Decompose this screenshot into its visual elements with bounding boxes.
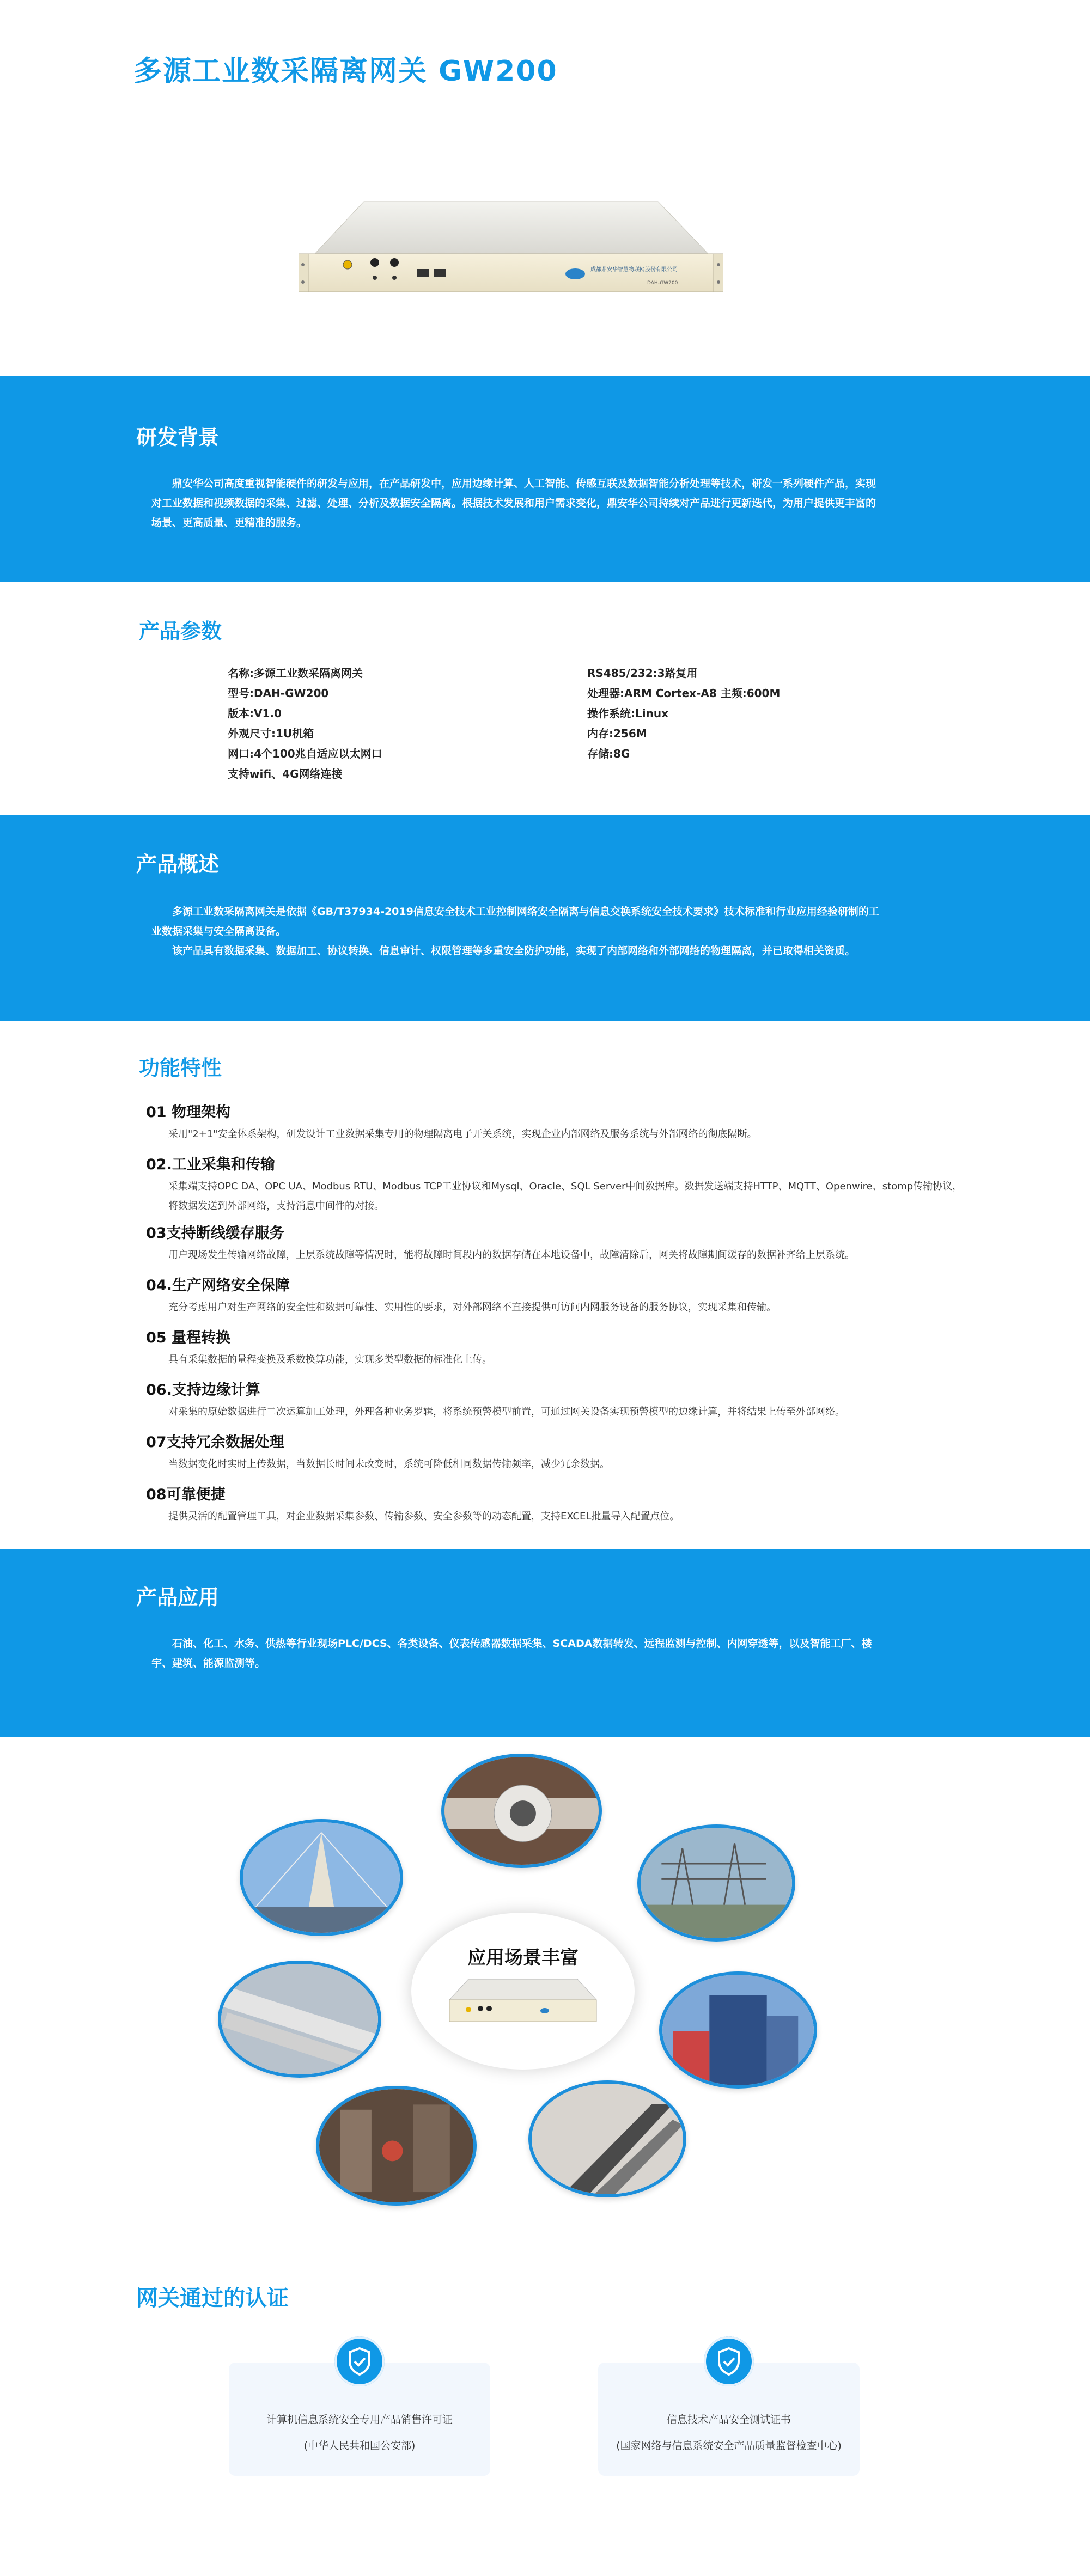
page-title: 多源工业数采隔离网关 GW200: [133, 55, 558, 88]
scenes-center-label: 应用场景丰富: [467, 1947, 579, 1969]
feature-title: 01 物理架构: [146, 1104, 230, 1121]
feature-title: 02.工业采集和传输: [146, 1156, 275, 1173]
param-item: 支持wifi、4G网络连接: [228, 767, 343, 780]
overview-text-2: 该产品具有数据采集、数据加工、协议转换、信息审计、权限管理等多重安全防护功能，实现了内部网络和外部网络的物理隔离，并已取得相关资质。: [172, 945, 856, 957]
param-item: 名称:多源工业数采隔离网关: [228, 667, 363, 680]
feature-desc: 具有采集数据的量程变换及系数换算功能，实现多类型数据的标准化上传。: [168, 1354, 492, 1365]
param-item: 操作系统:Linux: [587, 707, 668, 720]
scenes-center: [411, 1913, 635, 2070]
overview-section: [0, 815, 1090, 1021]
feature-item: [146, 1273, 963, 1317]
feature-title: 05 量程转换: [146, 1329, 230, 1346]
params-heading: 产品参数: [139, 619, 222, 643]
params-left: [228, 663, 382, 784]
cert-name: 计算机信息系统安全专用产品销售许可证: [266, 2414, 453, 2426]
param-item: 处理器:ARM Cortex-A8 主频:600M: [587, 687, 781, 700]
feature-item: [146, 1152, 963, 1216]
feature-desc: 对采集的原始数据进行二次运算加工处理，外理各种业务罗辑，将系统预警模型前置，可通过网关设备实现预警模型的边缘计算，并将结果上传至外部网络。: [168, 1406, 845, 1418]
scene-pipeline-image: [218, 1961, 381, 2078]
feature-desc: 用户现场发生传输网络故障，上层系统故障等情况时，能将故障时间段内的数据存储在本地设备中，故障清除后，网关将故障期间缓存的数据补齐给上层系统。: [168, 1249, 855, 1261]
scene-escalator-image: [528, 2080, 686, 2197]
gateway-device-image: [299, 200, 723, 309]
param-item: 存储:8G: [587, 747, 630, 760]
scene-pipe-image: [441, 1754, 602, 1868]
device-label-model: DAH-GW200: [647, 280, 678, 286]
background-section: [0, 376, 1090, 582]
params-right: [587, 663, 780, 764]
certs-heading: 网关通过的认证: [136, 2286, 289, 2311]
background-heading: 研发背景: [136, 425, 220, 449]
feature-desc: 当数据变化时实时上传数据，当数据长时间未改变时，系统可降低相同数据传输频率，减少冗余数据。: [168, 1458, 610, 1470]
feature-desc: 采集端支持OPC DA、OPC UA、Modbus RTU、Modbus TCP工业协议和Mysql、Oracle、SQL Server中间数据库。数据发送端支持HTTP、MQTT、Openwire、stomp传输协议，将数据发送到外部网络，支持消息中间件的对接。: [168, 1181, 963, 1212]
feature-desc: 充分考虑用户对生产网络的安全性和数据可靠性、实用性的要求，对外部网络不直接提供可访问内网服务设备的服务协议，实现采集和传输。: [168, 1302, 776, 1313]
application-section: [0, 1549, 1090, 1737]
feature-item: [146, 1482, 963, 1527]
device-label-company: 成都鼎安华智慧物联网股份有限公司: [590, 267, 678, 273]
overview-heading: 产品概述: [136, 852, 220, 876]
param-item: 版本:V1.0: [228, 707, 282, 720]
feature-item: [146, 1221, 963, 1265]
application-text: 石油、化工、水务、供热等行业现场PLC/DCS、各类设备、仪表传感器数据采集、SCADA数据转发、远程监测与控制、内网穿透等，以及智能工厂、楼宇、建筑、能源监测等。: [151, 1638, 872, 1669]
features-heading: 功能特性: [139, 1056, 222, 1080]
feature-title: 07支持冗余数据处理: [146, 1434, 284, 1451]
feature-title: 03支持断线缓存服务: [146, 1225, 284, 1242]
gateway-device-thumb: [447, 1978, 599, 2038]
application-heading: 产品应用: [136, 1585, 220, 1609]
scene-substation-image: [637, 1824, 795, 1942]
feature-desc: 采用"2+1"安全体系架构，研发设计工业数据采集专用的物理隔离电子开关系统，实现企业内部网络及服务系统与外部网络的彻底隔断。: [168, 1128, 757, 1140]
feature-title: 04.生产网络安全保障: [146, 1277, 290, 1294]
cert-name: 信息技术产品安全测试证书: [666, 2414, 791, 2426]
param-item: 外观尺寸:1U机箱: [228, 727, 314, 740]
scene-factory-image: [316, 2086, 477, 2206]
feature-item: [146, 1378, 963, 1422]
param-item: 型号:DAH-GW200: [228, 687, 329, 700]
scenes-collage: [207, 1743, 844, 2211]
scene-bridge-image: [240, 1819, 403, 1936]
scene-building-image: [659, 1971, 817, 2089]
shield-check-icon: [334, 2336, 385, 2386]
cert-issuer: (国家网络与信息系统安全产品质量监督检查中心): [616, 2440, 842, 2452]
feature-item: [146, 1326, 963, 1370]
feature-title: 08可靠便捷: [146, 1486, 226, 1503]
feature-item: [146, 1430, 963, 1474]
param-item: 网口:4个100兆自适应以太网口: [228, 747, 382, 760]
feature-desc: 提供灵活的配置管理工具，对企业数据采集参数、传输参数、安全参数等的动态配置，支持EXCEL批量导入配置点位。: [168, 1511, 680, 1522]
feature-item: [146, 1100, 963, 1144]
cert-issuer: (中华人民共和国公安部): [303, 2440, 416, 2452]
param-item: RS485/232:3路复用: [587, 667, 698, 680]
feature-title: 06.支持边缘计算: [146, 1382, 260, 1399]
param-item: 内存:256M: [587, 727, 647, 740]
overview-text-1: 多源工业数采隔离网关是依据《GB/T37934-2019信息安全技术工业控制网络安全隔离与信息交换系统安全技术要求》技术标准和行业应用经验研制的工业数据采集与安全隔离设备。: [151, 906, 879, 937]
shield-check-icon: [704, 2336, 754, 2386]
background-text: 鼎安华公司高度重视智能硬件的研发与应用，在产品研发中，应用边缘计算、人工智能、传感互联及数据智能分析处理等技术，研发一系列硬件产品，实现对工业数据和视频数据的采集、过滤、处理、分析及数据安全隔离。根据技术发展和用户需求变化，鼎安华公司持续对产品进行更新迭代，为用户提供更丰富的场景、更高质量、更精准的服务。: [151, 478, 876, 529]
